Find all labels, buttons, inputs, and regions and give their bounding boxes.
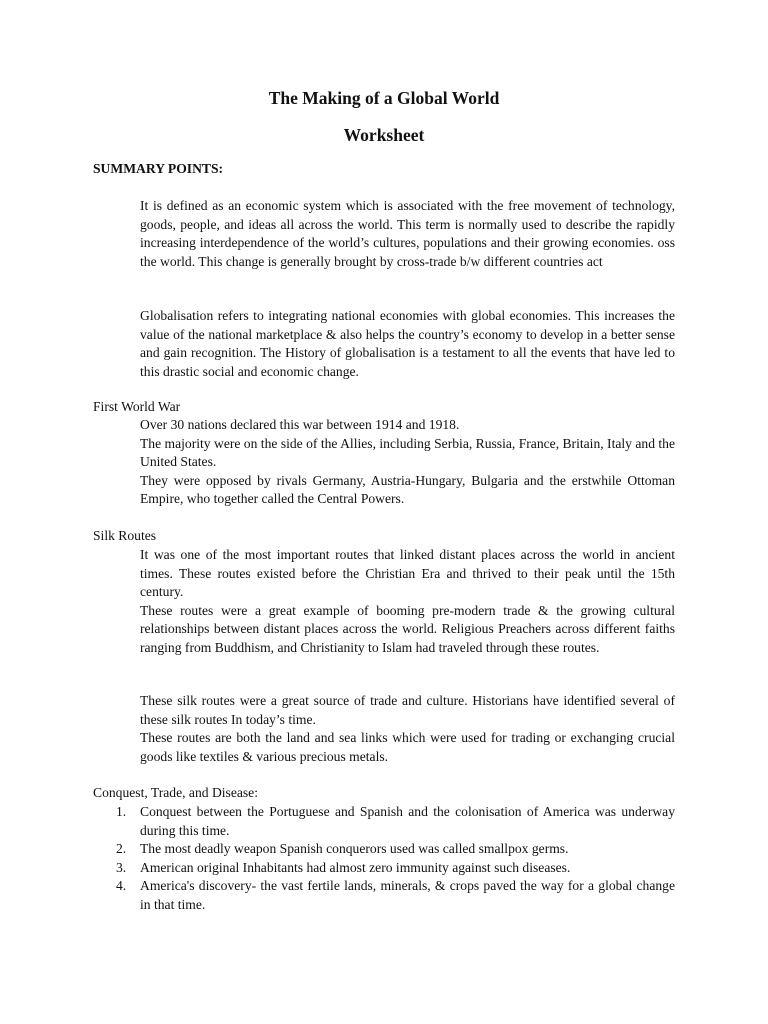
paragraph-line: These routes were a great example of booming pre-modern trade & the growing cultural relationships between distant places across the world. Religious Preachers across different faiths ranging from Buddhism, and Christianity to Islam had traveled through these routes. [140,602,675,655]
document-title: The Making of a Global World [268,88,500,108]
paragraph-text: Globalisation refers to integrating national economies with global economies. This increases the value of the national marketplace & also helps the country’s economy to develop in a better sense and gain recognition. The History of globalisation is a testament to all the events that have led to this drastic social and economic change. [140,308,675,379]
list-item-number: 4. [116,878,127,893]
paragraph-line: These silk routes were a great source of trade and culture. Historians have identified several of these silk routes In today’s time. [140,693,675,727]
list-item-number: 1. [116,804,127,819]
list-item-text: America's discovery- the vast fertile lands, minerals, & crops paved the way for a global change in that time. [140,878,675,912]
silk-routes-block-1 [140,546,675,657]
list-item-number: 3. [116,859,127,875]
list-item [93,859,675,878]
list-item-number: 2. [116,841,127,856]
list-item-text: The most deadly weapon Spanish conquerors used was called smallpox germs. [140,841,569,856]
paragraph-line: The majority were on the side of the Allies, including Serbia, Russia, France, Britain, Italy and the United States. [140,435,675,469]
ww1-heading: First World War [93,399,181,414]
list-item [93,803,675,840]
silk-routes-heading: Silk Routes [93,528,157,543]
document-subtitle: Worksheet [343,125,425,145]
summary-heading: SUMMARY POINTS: [93,161,224,176]
paragraph-line: Over 30 nations declared this war between 1914 and 1918. [140,417,460,432]
paragraph-text: It is defined as an economic system which is associated with the free movement of technology, goods, people, and ideas all across the world. This term is normally used to describe the rapidly increasing interdependence of the world’s cultures, populations and their growing economies. oss the world. This change is generally brought by cross-trade b/w different countries act [140,198,675,269]
conquest-heading: Conquest, Trade, and Disease: [93,785,258,800]
summary-paragraph-1 [140,197,675,271]
conquest-list [93,803,675,914]
ww1-paragraph [140,416,675,509]
paragraph-line: It was one of the most important routes that linked distant places across the world in ancient times. These routes existed before the Christian Era and thrived to their peak until the 15th century. [140,547,675,599]
list-item [93,877,675,914]
paragraph-line: They were opposed by rivals Germany, Austria-Hungary, Bulgaria and the erstwhile Ottoman Empire, who together called the Central Powers. [140,472,675,506]
list-item-text: American original Inhabitants had almost zero immunity against such diseases. [140,859,571,875]
paragraph-line: These routes are both the land and sea links which were used for trading or exchanging crucial goods like textiles & various precious metals. [140,730,675,764]
list-item-text: Conquest between the Portuguese and Spanish and the colonisation of America was underway during this time. [140,804,675,838]
list-item [93,840,675,859]
summary-paragraph-2 [140,307,675,381]
silk-routes-block-2 [140,692,675,766]
